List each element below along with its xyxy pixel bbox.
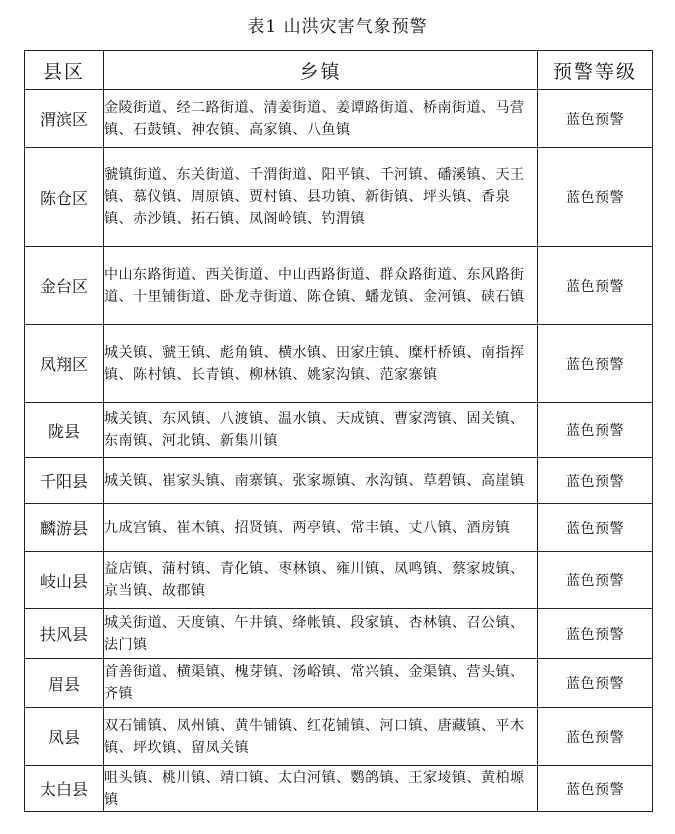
warning-level-cell: 蓝色预警 — [538, 90, 653, 148]
towns-cell: 城关街道、天度镇、午井镇、绛帐镇、段家镇、杏林镇、召公镇、法门镇 — [104, 609, 538, 659]
table-row — [25, 552, 653, 609]
warning-level-cell: 蓝色预警 — [538, 659, 653, 708]
county-cell: 岐山县 — [25, 552, 104, 609]
flood-warning-table — [24, 50, 653, 812]
county-cell: 太白县 — [25, 766, 104, 812]
table-row — [25, 325, 653, 403]
warning-level-cell: 蓝色预警 — [538, 609, 653, 659]
county-cell: 凤翔区 — [25, 325, 104, 403]
county-cell: 金台区 — [25, 247, 104, 325]
county-cell: 眉县 — [25, 659, 104, 708]
table-row — [25, 504, 653, 552]
county-cell: 陈仓区 — [25, 148, 104, 247]
county-cell: 陇县 — [25, 403, 104, 458]
table-row — [25, 90, 653, 148]
header-towns: 乡镇 — [104, 51, 538, 90]
table-row — [25, 659, 653, 708]
warning-level-cell: 蓝色预警 — [538, 458, 653, 504]
towns-cell: 城关镇、虢王镇、彪角镇、横水镇、田家庄镇、糜杆桥镇、南指挥镇、陈村镇、长青镇、柳林镇、姚家沟镇、范家寨镇 — [104, 325, 538, 403]
warning-level-cell: 蓝色预警 — [538, 403, 653, 458]
table-row — [25, 403, 653, 458]
table-row — [25, 609, 653, 659]
towns-cell: 咀头镇、桃川镇、靖口镇、太白河镇、鹦鸽镇、王家堎镇、黄柏塬镇 — [104, 766, 538, 812]
header-county: 县区 — [25, 51, 104, 90]
table-caption: 表1 山洪灾害气象预警 — [247, 17, 428, 37]
towns-cell: 虢镇街道、东关街道、千渭街道、阳平镇、千河镇、磻溪镇、天王镇、慕仪镇、周原镇、贾村镇、县功镇、新街镇、坪头镇、香泉镇、赤沙镇、拓石镇、凤阁岭镇、钓渭镇 — [104, 148, 538, 247]
warning-level-cell: 蓝色预警 — [538, 148, 653, 247]
county-cell: 扶风县 — [25, 609, 104, 659]
table-row — [25, 458, 653, 504]
warning-level-cell: 蓝色预警 — [538, 766, 653, 812]
towns-cell: 益店镇、蒲村镇、青化镇、枣林镇、雍川镇、凤鸣镇、蔡家坡镇、京当镇、故郡镇 — [104, 552, 538, 609]
county-cell: 渭滨区 — [25, 90, 104, 148]
warning-level-cell: 蓝色预警 — [538, 247, 653, 325]
county-cell: 凤县 — [25, 708, 104, 766]
table-row — [25, 766, 653, 812]
towns-cell: 双石铺镇、凤州镇、黄牛铺镇、红花铺镇、河口镇、唐藏镇、平木镇、坪坎镇、留凤关镇 — [104, 708, 538, 766]
table-row — [25, 148, 653, 247]
towns-cell: 金陵街道、经二路街道、清姜街道、姜谭路街道、桥南街道、马营镇、石鼓镇、神农镇、高家镇、八鱼镇 — [104, 90, 538, 148]
towns-cell: 九成宫镇、崔木镇、招贤镇、两亭镇、常丰镇、丈八镇、酒房镇 — [104, 504, 538, 552]
towns-cell: 城关镇、东风镇、八渡镇、温水镇、天成镇、曹家湾镇、固关镇、东南镇、河北镇、新集川镇 — [104, 403, 538, 458]
warning-level-cell: 蓝色预警 — [538, 708, 653, 766]
warning-level-cell: 蓝色预警 — [538, 504, 653, 552]
county-cell: 麟游县 — [25, 504, 104, 552]
towns-cell: 首善街道、横渠镇、槐芽镇、汤峪镇、常兴镇、金渠镇、营头镇、齐镇 — [104, 659, 538, 708]
table-row — [25, 708, 653, 766]
header-level: 预警等级 — [538, 51, 653, 90]
table-header-row — [25, 51, 653, 90]
warning-level-cell: 蓝色预警 — [538, 325, 653, 403]
table-row — [25, 247, 653, 325]
towns-cell: 中山东路街道、西关街道、中山西路街道、群众路街道、东风路街道、十里铺街道、卧龙寺街道、陈仓镇、蟠龙镇、金河镇、硖石镇 — [104, 247, 538, 325]
towns-cell: 城关镇、崔家头镇、南寨镇、张家塬镇、水沟镇、草碧镇、高崖镇 — [104, 458, 538, 504]
county-cell: 千阳县 — [25, 458, 104, 504]
warning-level-cell: 蓝色预警 — [538, 552, 653, 609]
